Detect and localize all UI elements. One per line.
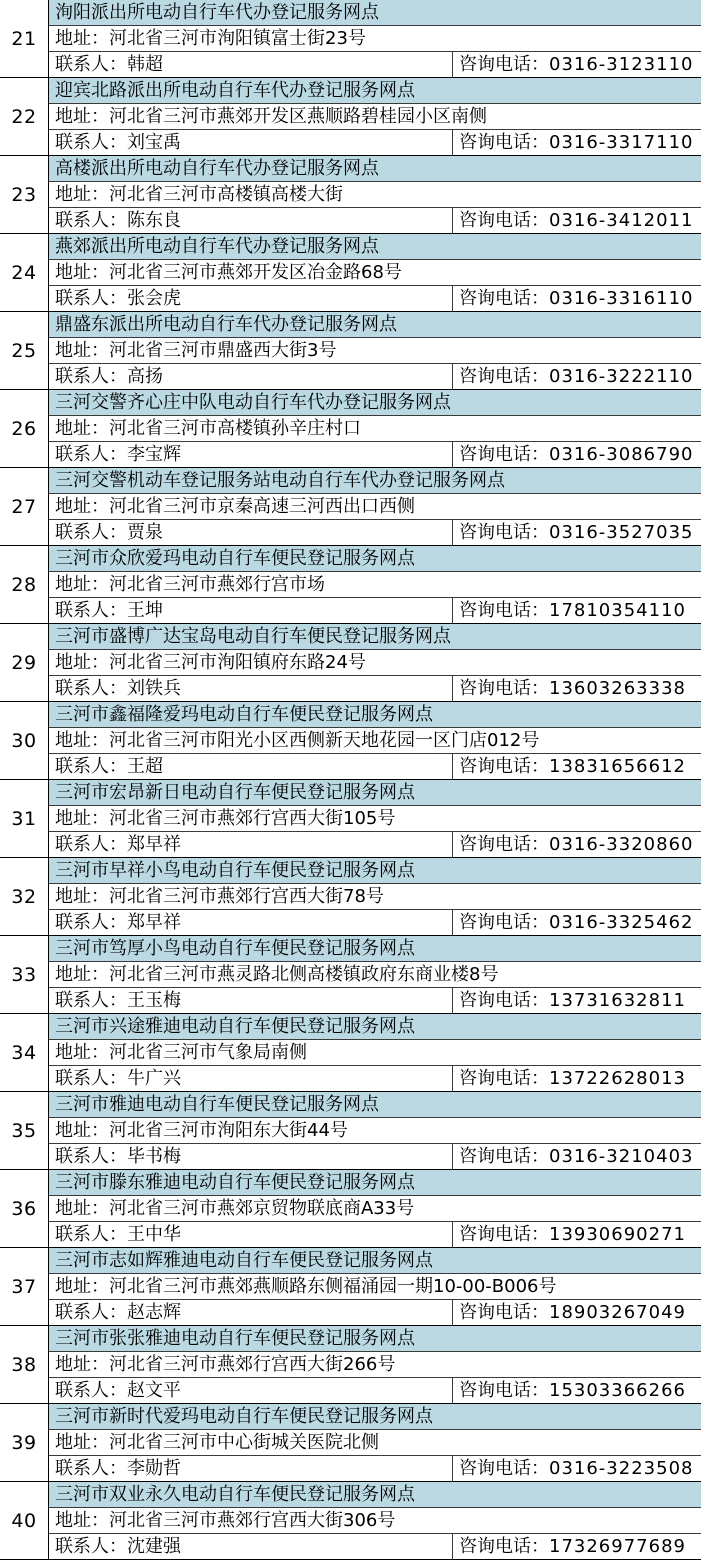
- phone-label: 咨询电话：: [459, 1536, 549, 1557]
- entry-details: [49, 468, 701, 545]
- service-point-name: 三河市笃厚小鸟电动自行车便民登记服务网点: [49, 936, 701, 962]
- contact-person-cell: 联系人：韩超: [49, 52, 453, 78]
- phone-cell: [453, 1066, 701, 1092]
- phone-cell: [453, 130, 701, 156]
- contact-person-cell: 联系人：张会虎: [49, 286, 453, 312]
- phone-number: 0316-3316110: [549, 288, 694, 309]
- phone-number: 13831656612: [549, 756, 686, 777]
- contact-person-cell: 联系人：赵志辉: [49, 1300, 453, 1326]
- phone-number: 17326977689: [549, 1536, 686, 1557]
- service-point-name: 三河市新时代爱玛电动自行车便民登记服务网点: [49, 1404, 701, 1430]
- contact-person-cell: 联系人：王超: [49, 754, 453, 780]
- phone-cell: [453, 1456, 701, 1482]
- phone-number: 0316-3317110: [549, 132, 694, 153]
- contact-row: [49, 676, 701, 702]
- row-index: 39: [0, 1404, 49, 1481]
- address-cell: 地址：河北省三河市燕灵路北侧高楼镇政府东商业楼8号: [49, 962, 701, 988]
- service-point-name: 三河交警机动车登记服务站电动自行车代办登记服务网点: [49, 468, 701, 494]
- table-row: [0, 702, 701, 780]
- contact-row: [49, 1222, 701, 1248]
- phone-cell: [453, 832, 701, 858]
- contact-row: [49, 598, 701, 624]
- phone-label: 咨询电话：: [459, 1458, 549, 1479]
- entry-details: [49, 1404, 701, 1481]
- phone-number: 0316-3086790: [549, 444, 694, 465]
- row-index: 32: [0, 858, 49, 935]
- phone-cell: [453, 442, 701, 468]
- phone-number: 13722628013: [549, 1068, 686, 1089]
- phone-label: 咨询电话：: [459, 600, 549, 621]
- address-cell: 地址：河北省三河市燕郊行宫西大街306号: [49, 1508, 701, 1534]
- entry-details: [49, 780, 701, 857]
- phone-label: 咨询电话：: [459, 444, 549, 465]
- address-cell: 地址：河北省三河市中心街城关医院北侧: [49, 1430, 701, 1456]
- phone-cell: [453, 208, 701, 234]
- phone-number: 15303366266: [549, 1380, 686, 1401]
- address-cell: 地址：河北省三河市洵阳镇府东路24号: [49, 650, 701, 676]
- row-index: 38: [0, 1326, 49, 1403]
- contact-row: [49, 130, 701, 156]
- phone-cell: [453, 598, 701, 624]
- row-index: 21: [0, 0, 49, 77]
- row-index: 36: [0, 1170, 49, 1247]
- contact-person-cell: 联系人：沈建强: [49, 1534, 453, 1560]
- contact-row: [49, 520, 701, 546]
- phone-number: 17810354110: [549, 600, 686, 621]
- contact-row: [49, 910, 701, 936]
- table-row: [0, 624, 701, 702]
- phone-cell: [453, 1144, 701, 1170]
- entry-details: [49, 546, 701, 623]
- contact-row: [49, 1144, 701, 1170]
- entry-details: [49, 1248, 701, 1325]
- contact-person-cell: 联系人：刘铁兵: [49, 676, 453, 702]
- row-index: 34: [0, 1014, 49, 1091]
- contact-row: [49, 1534, 701, 1560]
- contact-row: [49, 832, 701, 858]
- phone-number: 13603263338: [549, 678, 686, 699]
- contact-row: [49, 1456, 701, 1482]
- service-point-name: 洵阳派出所电动自行车代办登记服务网点: [49, 0, 701, 26]
- entry-details: [49, 936, 701, 1013]
- phone-label: 咨询电话：: [459, 1146, 549, 1167]
- phone-label: 咨询电话：: [459, 834, 549, 855]
- phone-number: 0316-3123110: [549, 54, 694, 75]
- address-cell: 地址：河北省三河市燕郊行宫西大街105号: [49, 806, 701, 832]
- phone-cell: [453, 1222, 701, 1248]
- table-row: [0, 234, 701, 312]
- table-row: [0, 156, 701, 234]
- table-row: [0, 1170, 701, 1248]
- phone-number: 13930690271: [549, 1224, 686, 1245]
- service-point-name: 三河市众欣爱玛电动自行车便民登记服务网点: [49, 546, 701, 572]
- phone-cell: [453, 1300, 701, 1326]
- contact-person-cell: 联系人：王玉梅: [49, 988, 453, 1014]
- phone-label: 咨询电话：: [459, 366, 549, 387]
- entry-details: [49, 234, 701, 311]
- service-point-name: 三河市双业永久电动自行车便民登记服务网点: [49, 1482, 701, 1508]
- service-point-name: 鼎盛东派出所电动自行车代办登记服务网点: [49, 312, 701, 338]
- contact-row: [49, 1378, 701, 1404]
- table-row: [0, 390, 701, 468]
- phone-number: 0316-3222110: [549, 366, 694, 387]
- contact-person-cell: 联系人：陈东良: [49, 208, 453, 234]
- row-index: 35: [0, 1092, 49, 1169]
- entry-details: [49, 624, 701, 701]
- contact-row: [49, 364, 701, 390]
- contact-row: [49, 988, 701, 1014]
- phone-number: 13731632811: [549, 990, 686, 1011]
- entry-details: [49, 1014, 701, 1091]
- phone-label: 咨询电话：: [459, 210, 549, 231]
- entry-details: [49, 156, 701, 233]
- phone-label: 咨询电话：: [459, 990, 549, 1011]
- phone-number: 0316-3527035: [549, 522, 694, 543]
- address-cell: 地址：河北省三河市燕郊开发区冶金路68号: [49, 260, 701, 286]
- phone-label: 咨询电话：: [459, 678, 549, 699]
- row-index: 25: [0, 312, 49, 389]
- phone-cell: [453, 1534, 701, 1560]
- entry-details: [49, 858, 701, 935]
- table-row: [0, 1482, 701, 1560]
- phone-label: 咨询电话：: [459, 132, 549, 153]
- service-point-name: 三河市鑫福隆爱玛电动自行车便民登记服务网点: [49, 702, 701, 728]
- entry-details: [49, 1482, 701, 1559]
- service-point-name: 三河市早祥小鸟电动自行车便民登记服务网点: [49, 858, 701, 884]
- service-point-name: 三河市兴途雅迪电动自行车便民登记服务网点: [49, 1014, 701, 1040]
- contact-person-cell: 联系人：牛广兴: [49, 1066, 453, 1092]
- row-index: 30: [0, 702, 49, 779]
- contact-person-cell: 联系人：高扬: [49, 364, 453, 390]
- table-row: [0, 78, 701, 156]
- contact-row: [49, 1300, 701, 1326]
- row-index: 31: [0, 780, 49, 857]
- service-point-name: 燕郊派出所电动自行车代办登记服务网点: [49, 234, 701, 260]
- address-cell: 地址：河北省三河市洵阳东大街44号: [49, 1118, 701, 1144]
- phone-label: 咨询电话：: [459, 54, 549, 75]
- entry-details: [49, 1170, 701, 1247]
- service-point-name: 三河市盛博广达宝岛电动自行车便民登记服务网点: [49, 624, 701, 650]
- row-index: 37: [0, 1248, 49, 1325]
- row-index: 29: [0, 624, 49, 701]
- service-point-name: 三河交警齐心庄中队电动自行车代办登记服务网点: [49, 390, 701, 416]
- row-index: 33: [0, 936, 49, 1013]
- entry-details: [49, 0, 701, 77]
- contact-row: [49, 1066, 701, 1092]
- row-index: 28: [0, 546, 49, 623]
- entry-details: [49, 78, 701, 155]
- address-cell: 地址：河北省三河市燕郊行宫西大街78号: [49, 884, 701, 910]
- phone-label: 咨询电话：: [459, 1302, 549, 1323]
- entry-details: [49, 312, 701, 389]
- table-row: [0, 936, 701, 1014]
- contact-row: [49, 286, 701, 312]
- row-index: 26: [0, 390, 49, 467]
- phone-cell: [453, 988, 701, 1014]
- address-cell: 地址：河北省三河市阳光小区西侧新天地花园一区门店012号: [49, 728, 701, 754]
- address-cell: 地址：河北省三河市高楼镇孙辛庄村口: [49, 416, 701, 442]
- service-point-name: 三河市张张雅迪电动自行车便民登记服务网点: [49, 1326, 701, 1352]
- table-row: [0, 1092, 701, 1170]
- phone-cell: [453, 676, 701, 702]
- service-point-name: 迎宾北路派出所电动自行车代办登记服务网点: [49, 78, 701, 104]
- phone-label: 咨询电话：: [459, 912, 549, 933]
- contact-row: [49, 208, 701, 234]
- phone-label: 咨询电话：: [459, 522, 549, 543]
- phone-cell: [453, 286, 701, 312]
- contact-person-cell: 联系人：李勋哲: [49, 1456, 453, 1482]
- contact-row: [49, 52, 701, 78]
- contact-person-cell: 联系人：王坤: [49, 598, 453, 624]
- phone-number: 0316-3320860: [549, 834, 694, 855]
- phone-cell: [453, 910, 701, 936]
- phone-number: 18903267049: [549, 1302, 686, 1323]
- address-cell: 地址：河北省三河市京秦高速三河西出口西侧: [49, 494, 701, 520]
- service-point-name: 三河市雅迪电动自行车便民登记服务网点: [49, 1092, 701, 1118]
- table-row: [0, 1404, 701, 1482]
- contact-person-cell: 联系人：赵文平: [49, 1378, 453, 1404]
- address-cell: 地址：河北省三河市高楼镇高楼大街: [49, 182, 701, 208]
- address-cell: 地址：河北省三河市燕郊京贸物联底商A33号: [49, 1196, 701, 1222]
- phone-cell: [453, 364, 701, 390]
- contact-person-cell: 联系人：郑早祥: [49, 910, 453, 936]
- contact-person-cell: 联系人：毕书梅: [49, 1144, 453, 1170]
- contact-person-cell: 联系人：王中华: [49, 1222, 453, 1248]
- table-row: [0, 858, 701, 936]
- phone-number: 0316-3223508: [549, 1458, 694, 1479]
- table-row: [0, 780, 701, 858]
- service-point-name: 三河市宏昂新日电动自行车便民登记服务网点: [49, 780, 701, 806]
- contact-person-cell: 联系人：李宝辉: [49, 442, 453, 468]
- address-cell: 地址：河北省三河市燕郊行宫市场: [49, 572, 701, 598]
- entry-details: [49, 1326, 701, 1403]
- phone-cell: [453, 520, 701, 546]
- phone-label: 咨询电话：: [459, 756, 549, 777]
- row-index: 24: [0, 234, 49, 311]
- phone-label: 咨询电话：: [459, 1224, 549, 1245]
- entry-details: [49, 702, 701, 779]
- contact-row: [49, 754, 701, 780]
- phone-number: 0316-3412011: [549, 210, 694, 231]
- phone-label: 咨询电话：: [459, 1380, 549, 1401]
- entry-details: [49, 1092, 701, 1169]
- phone-label: 咨询电话：: [459, 1068, 549, 1089]
- row-index: 40: [0, 1482, 49, 1559]
- row-index: 23: [0, 156, 49, 233]
- table-row: [0, 546, 701, 624]
- table-row: [0, 1326, 701, 1404]
- phone-number: 0316-3210403: [549, 1146, 694, 1167]
- phone-cell: [453, 1378, 701, 1404]
- phone-label: 咨询电话：: [459, 288, 549, 309]
- contact-person-cell: 联系人：贾泉: [49, 520, 453, 546]
- table-row: [0, 1014, 701, 1092]
- row-index: 22: [0, 78, 49, 155]
- phone-cell: [453, 52, 701, 78]
- table-row: [0, 1248, 701, 1326]
- table-row: [0, 0, 701, 78]
- phone-cell: [453, 754, 701, 780]
- address-cell: 地址：河北省三河市燕郊行宫西大街266号: [49, 1352, 701, 1378]
- address-cell: 地址：河北省三河市气象局南侧: [49, 1040, 701, 1066]
- service-point-name: 三河市志如辉雅迪电动自行车便民登记服务网点: [49, 1248, 701, 1274]
- address-cell: 地址：河北省三河市燕郊开发区燕顺路碧桂园小区南侧: [49, 104, 701, 130]
- row-index: 27: [0, 468, 49, 545]
- service-point-name: 高楼派出所电动自行车代办登记服务网点: [49, 156, 701, 182]
- phone-number: 0316-3325462: [549, 912, 694, 933]
- contact-person-cell: 联系人：刘宝禹: [49, 130, 453, 156]
- entry-details: [49, 390, 701, 467]
- address-cell: 地址：河北省三河市燕郊燕顺路东侧福涌园一期10-00-B006号: [49, 1274, 701, 1300]
- table-row: [0, 312, 701, 390]
- address-cell: 地址：河北省三河市鼎盛西大街3号: [49, 338, 701, 364]
- service-point-name: 三河市滕东雅迪电动自行车便民登记服务网点: [49, 1170, 701, 1196]
- contact-row: [49, 442, 701, 468]
- address-cell: 地址：河北省三河市洵阳镇富士街23号: [49, 26, 701, 52]
- contact-person-cell: 联系人：郑早祥: [49, 832, 453, 858]
- table-row: [0, 468, 701, 546]
